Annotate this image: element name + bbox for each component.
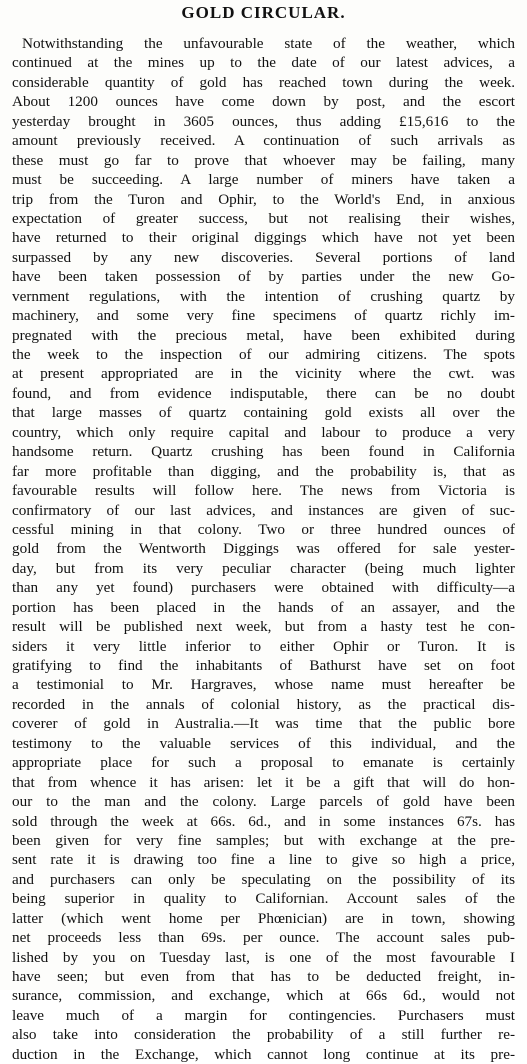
article-line: surpassed by any new discoveries. Several portions of land	[12, 248, 515, 266]
article-line: recorded in the annals of colonial history, as the practical dis-	[12, 695, 515, 713]
article-line: lished by you on Tuesday last, is one of the most favourable I	[12, 948, 515, 966]
article-line: these must go far to prove that whoever may be failing, many	[12, 151, 515, 169]
article-line: vernment regulations, with the intention of crushing quartz by	[12, 287, 515, 305]
article-line: siders it very little inferior to either Ophir or Turon. It is	[12, 637, 515, 655]
article-line: About 1200 ounces have come down by post, and the escort	[12, 93, 515, 111]
article-line: net proceeds less than 69s. per ounce. The account sales pub-	[12, 929, 515, 947]
article-line: that large masses of quartz containing gold exists all over the	[12, 404, 515, 422]
article-line: considerable quantity of gold has reached town during the week.	[12, 73, 515, 91]
article-line: far more profitable than digging, and the probability is, that as	[12, 462, 515, 480]
article-line: country, which only require capital and labour to produce a very	[12, 423, 515, 441]
article-line: surance, commission, and exchange, which at 66s 6d., would not	[12, 987, 515, 1005]
article-line: sent rate it is drawing too fine a line to give so high a price,	[12, 851, 515, 869]
article-line: have returned to their original diggings which have not yet been	[12, 229, 515, 247]
article-line: must be succeeding. A large number of miners have taken a	[12, 171, 515, 189]
article-line: and purchasers can only be speculating on the possibility of its	[12, 870, 515, 888]
article-line: handsome return. Quartz crushing has been found in California	[12, 443, 515, 461]
article-line: gold from the Wentworth Diggings was offered for sale yester-	[12, 540, 515, 558]
article-line: result will be published next week, but from a hasty test he con-	[12, 618, 515, 636]
article-line: day, but from its very peculiar character (being much lighter	[12, 559, 515, 577]
article-line: our to the man and the colony. Large parcels of gold have been	[12, 793, 515, 811]
article-line: pregnated with the precious metal, have been exhibited during	[12, 326, 515, 344]
article-body	[12, 34, 515, 1064]
article-line: at present appropriated are in the vicinity where the cwt. was	[12, 365, 515, 383]
article-line: Notwithstanding the unfavourable state of the weather, which	[22, 35, 515, 52]
article-line: the week to the inspection of our admiring citizens. The spots	[12, 346, 515, 363]
article-line: coverer of gold in Australia.—It was time that the public bore	[12, 715, 515, 733]
article-line: that from whence it has arisen: let it be a gift that will do hon-	[12, 773, 515, 791]
article-title: GOLD CIRCULAR.	[181, 3, 346, 22]
article-line: favourable results will follow here. The news from Victoria is	[12, 482, 515, 500]
article-line: gratifying to find the inhabitants of Bathurst have set on foot	[12, 657, 515, 674]
article-line: leave much of a margin for contingencies. Purchasers must	[12, 1006, 515, 1024]
article-line: duction in the Exchange, which cannot long continue at its pre-	[12, 1045, 515, 1063]
article-line: sold through the week at 66s. 6d., and in some instances 67s. has	[12, 812, 515, 830]
article-line: been given for very fine samples; but with exchange at the pre-	[12, 831, 515, 849]
article-line: trip from the Turon and Ophir, to the World's End, in anxious	[12, 190, 515, 208]
article-line: testimony to the valuable services of this individual, and the	[12, 734, 515, 752]
article-line: latter (which went home per Phœnician) are in town, showing	[12, 909, 515, 927]
article-line: continued at the mines up to the date of our latest advices, a	[12, 54, 515, 72]
article-line: than any yet found) purchasers were obtained with difficulty—a	[12, 579, 515, 597]
article-line: portion has been placed in the hands of an assayer, and the	[12, 598, 515, 616]
article-line: expectation of greater success, but not realising their wishes,	[12, 209, 515, 227]
article-line: machinery, and some very fine specimens of quartz richly im-	[12, 307, 515, 325]
article-line: amount previously received. A continuation of such arrivals as	[12, 132, 515, 150]
article-line: a testimonial to Mr. Hargraves, whose name must hereafter be	[12, 676, 515, 694]
article-line: confirmatory of our last advices, and instances are given of suc-	[12, 501, 515, 519]
article-line: found, and from evidence indisputable, there can be no doubt	[12, 384, 515, 402]
article-line: appropriate place for such a proposal to emanate is certainly	[12, 754, 515, 772]
article-line: yesterday brought in 3605 ounces, thus adding £15,616 to the	[12, 112, 515, 130]
article-line: cessful mining in that colony. Two or three hundred ounces of	[12, 520, 515, 538]
article-line: have seen; but even from that has to be deducted freight, in-	[12, 968, 515, 985]
article-line: have been taken possession of by parties under the new Go-	[12, 268, 515, 286]
article-line: being superior in quality to Californian. Account sales of the	[12, 890, 515, 908]
article-line: also take into consideration the probability of a still further re-	[12, 1026, 515, 1044]
